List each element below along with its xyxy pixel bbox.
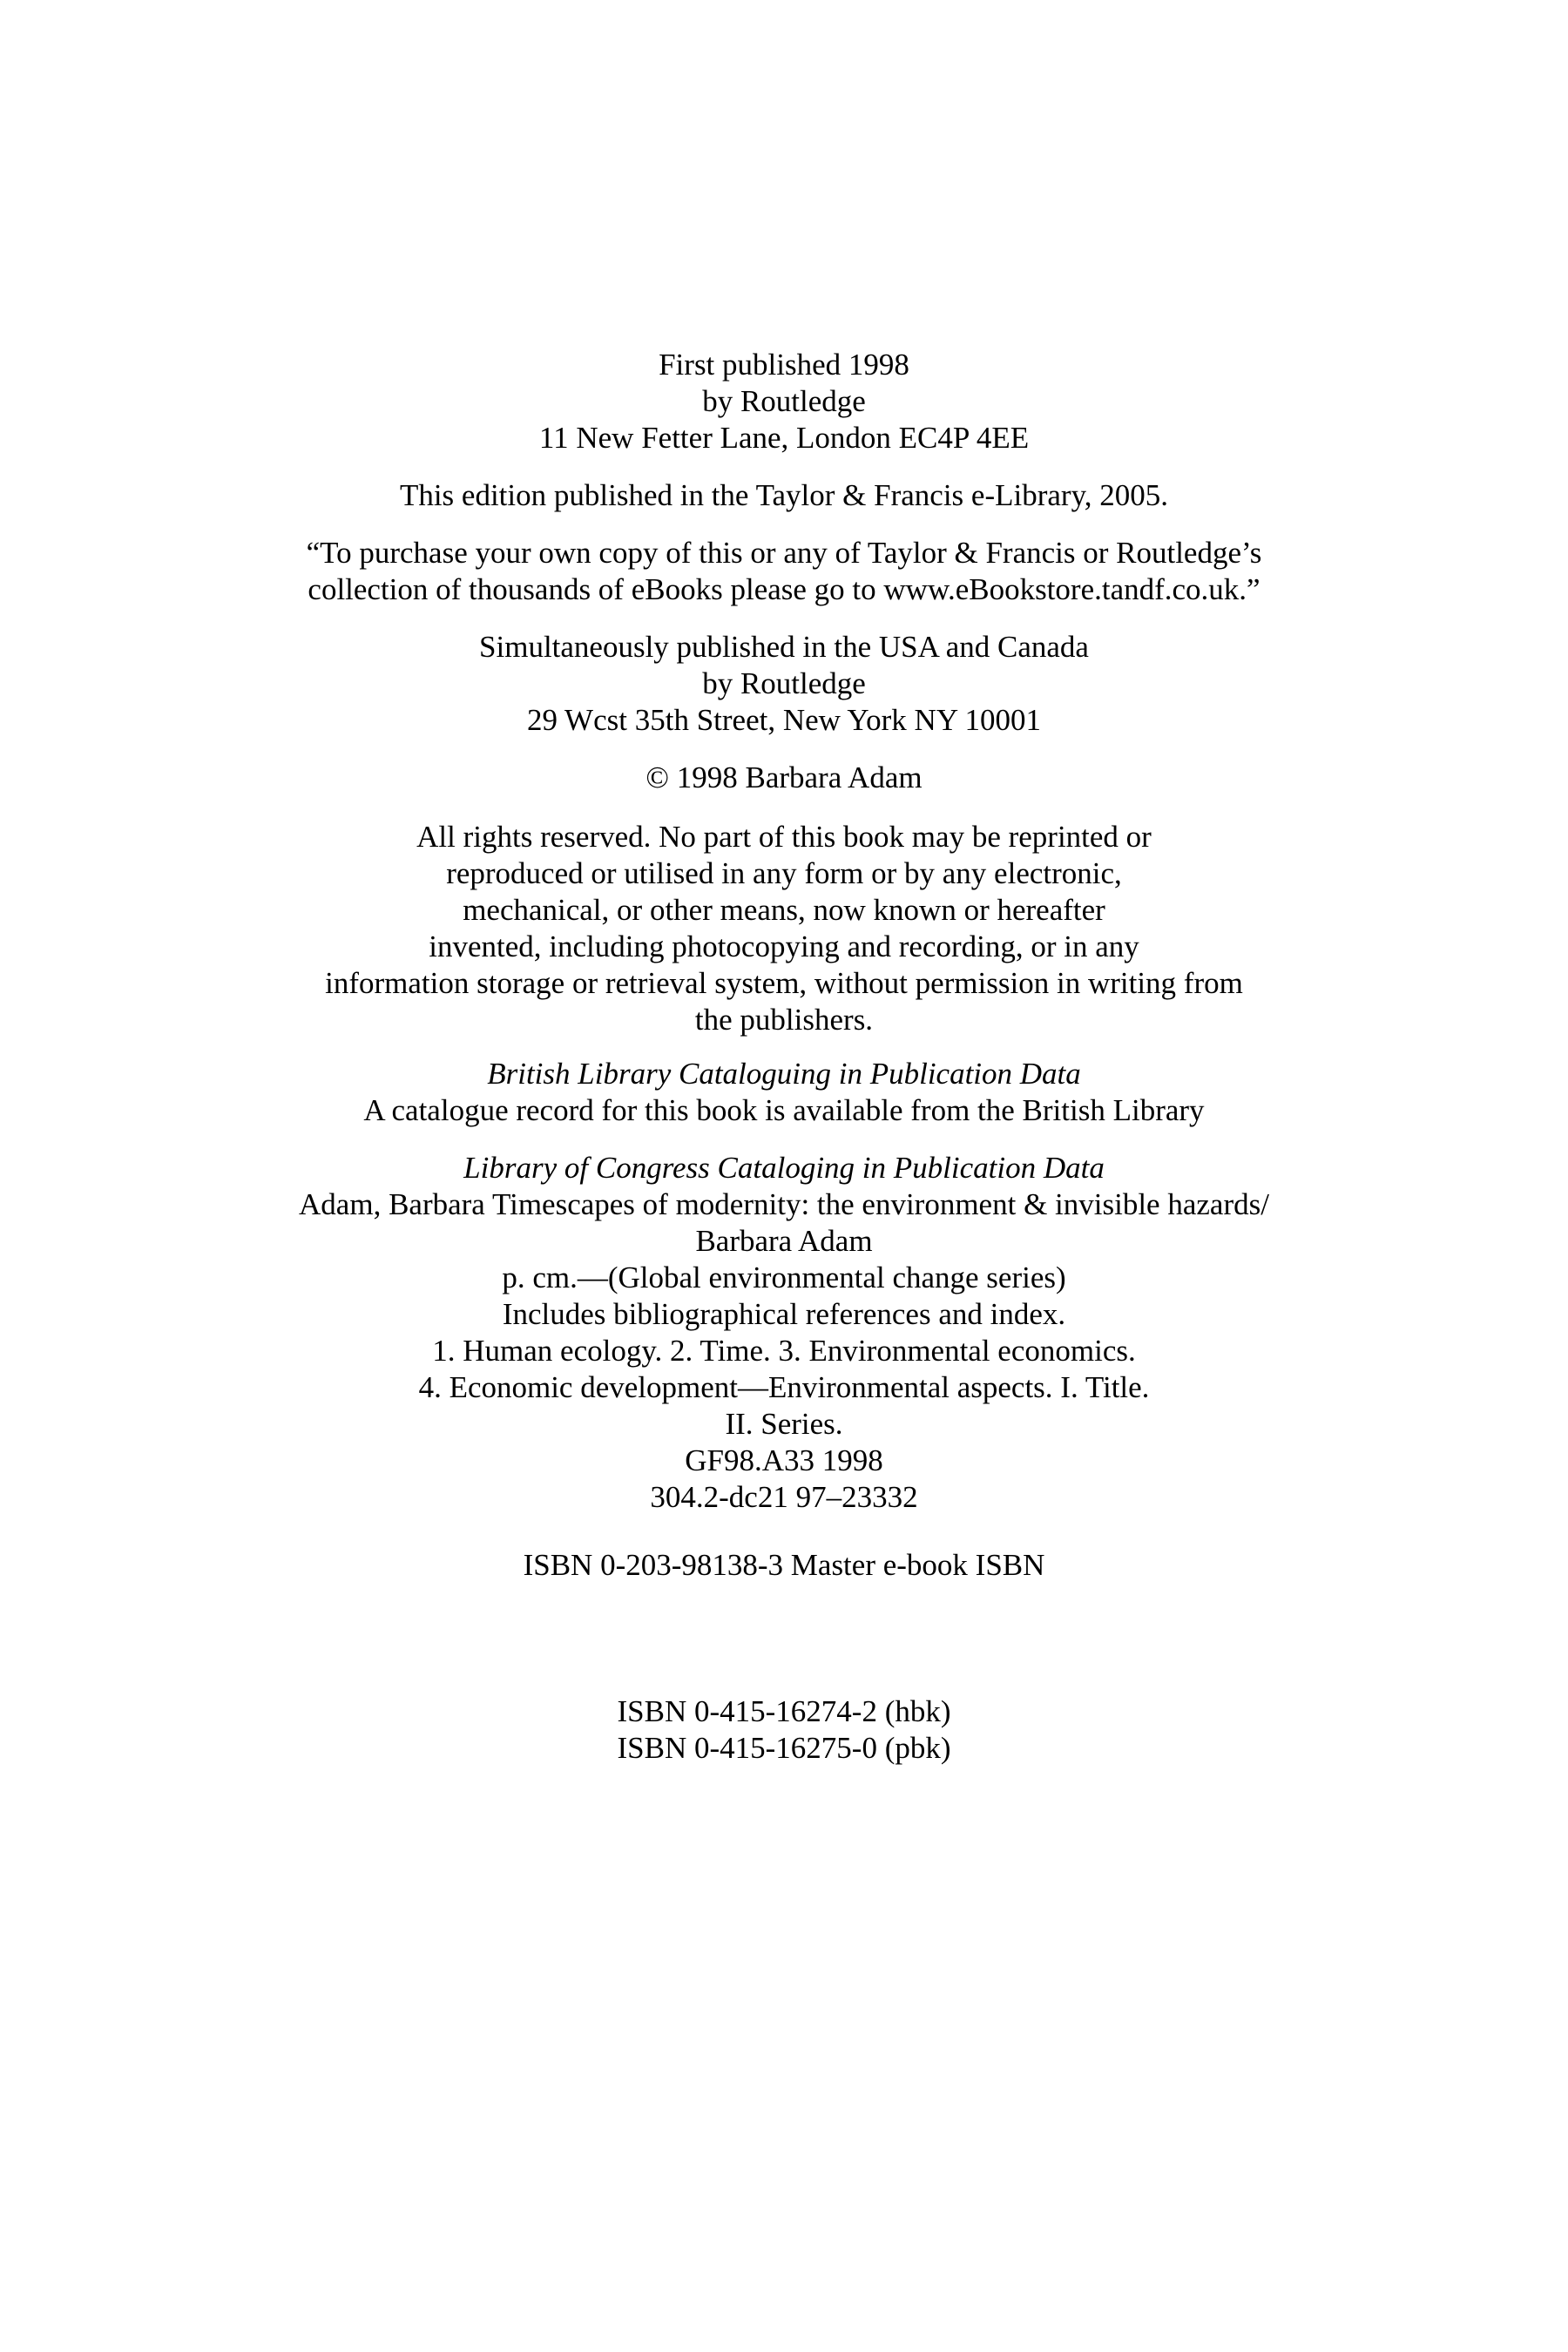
- library-of-congress-block: [131, 1150, 1437, 1516]
- us-edition-line-2: by Routledge: [702, 666, 866, 700]
- imprint-block: [131, 347, 1437, 456]
- hardback-isbn-line: ISBN 0-415-16274-2 (hbk): [617, 1694, 951, 1728]
- us-edition-line-1: Simultaneously published in the USA and Canada: [479, 630, 1089, 664]
- cip-line: 4. Economic development—Environmental aspects. I. Title.: [418, 1370, 1150, 1404]
- print-isbn-block: [131, 1693, 1437, 1767]
- rights-line: the publishers.: [694, 1003, 874, 1037]
- cip-line: 1. Human ecology. 2. Time. 3. Environmental economics.: [432, 1334, 1136, 1368]
- cip-line: p. cm.—(Global environmental change series): [502, 1260, 1066, 1294]
- cip-line: 304.2-dc21 97–23332: [650, 1480, 918, 1514]
- ebook-edition-line: This edition published in the Taylor & Francis e-Library, 2005.: [399, 478, 1169, 512]
- british-library-block: [131, 1056, 1437, 1129]
- rights-line: mechanical, or other means, now known or hereafter: [463, 893, 1105, 927]
- purchase-notice-line-1: “To purchase your own copy of this or any of Taylor & Francis or Routledge’s: [306, 536, 1262, 570]
- master-isbn-line: ISBN 0-203-98138-3 Master e-book ISBN: [523, 1548, 1045, 1582]
- first-published-line: First published 1998: [659, 348, 909, 382]
- cip-line: GF98.A33 1998: [685, 1443, 883, 1477]
- publisher-line: by Routledge: [702, 384, 866, 418]
- paperback-isbn-line: ISBN 0-415-16275-0 (pbk): [617, 1731, 951, 1765]
- us-edition-line-3: 29 Wcst 35th Street, New York NY 10001: [526, 703, 1042, 737]
- copyright-line: © 1998 Barbara Adam: [645, 760, 923, 794]
- purchase-notice-line-2: collection of thousands of eBooks please go to www.eBookstore.tandf.co.uk.”: [308, 572, 1260, 606]
- rights-line: information storage or retrieval system, without permission in writing from: [325, 966, 1243, 1000]
- us-edition-block: [131, 629, 1437, 739]
- rights-block: [131, 819, 1437, 1038]
- british-library-text: A catalogue record for this book is available from the British Library: [363, 1093, 1205, 1127]
- cip-line: II. Series.: [725, 1407, 843, 1441]
- purchase-notice-block: [131, 535, 1437, 608]
- british-library-heading: British Library Cataloguing in Publication Data: [487, 1057, 1081, 1091]
- cip-line: Includes bibliographical references and index.: [502, 1297, 1066, 1331]
- ebook-edition-block: [131, 477, 1437, 514]
- cip-line: Barbara Adam: [695, 1224, 873, 1258]
- cip-line: Adam, Barbara Timescapes of modernity: the environment & invisible hazards/: [299, 1187, 1269, 1221]
- library-of-congress-heading: Library of Congress Cataloging in Publication Data: [463, 1151, 1105, 1185]
- rights-line: All rights reserved. No part of this book may be reprinted or: [416, 820, 1152, 854]
- master-isbn-block: [131, 1547, 1437, 1584]
- copyright-block: [131, 760, 1437, 796]
- rights-line: invented, including photocopying and recording, or in any: [429, 929, 1139, 963]
- rights-line: reproduced or utilised in any form or by any electronic,: [446, 856, 1122, 890]
- uk-address-line: 11 New Fetter Lane, London EC4P 4EE: [538, 421, 1030, 455]
